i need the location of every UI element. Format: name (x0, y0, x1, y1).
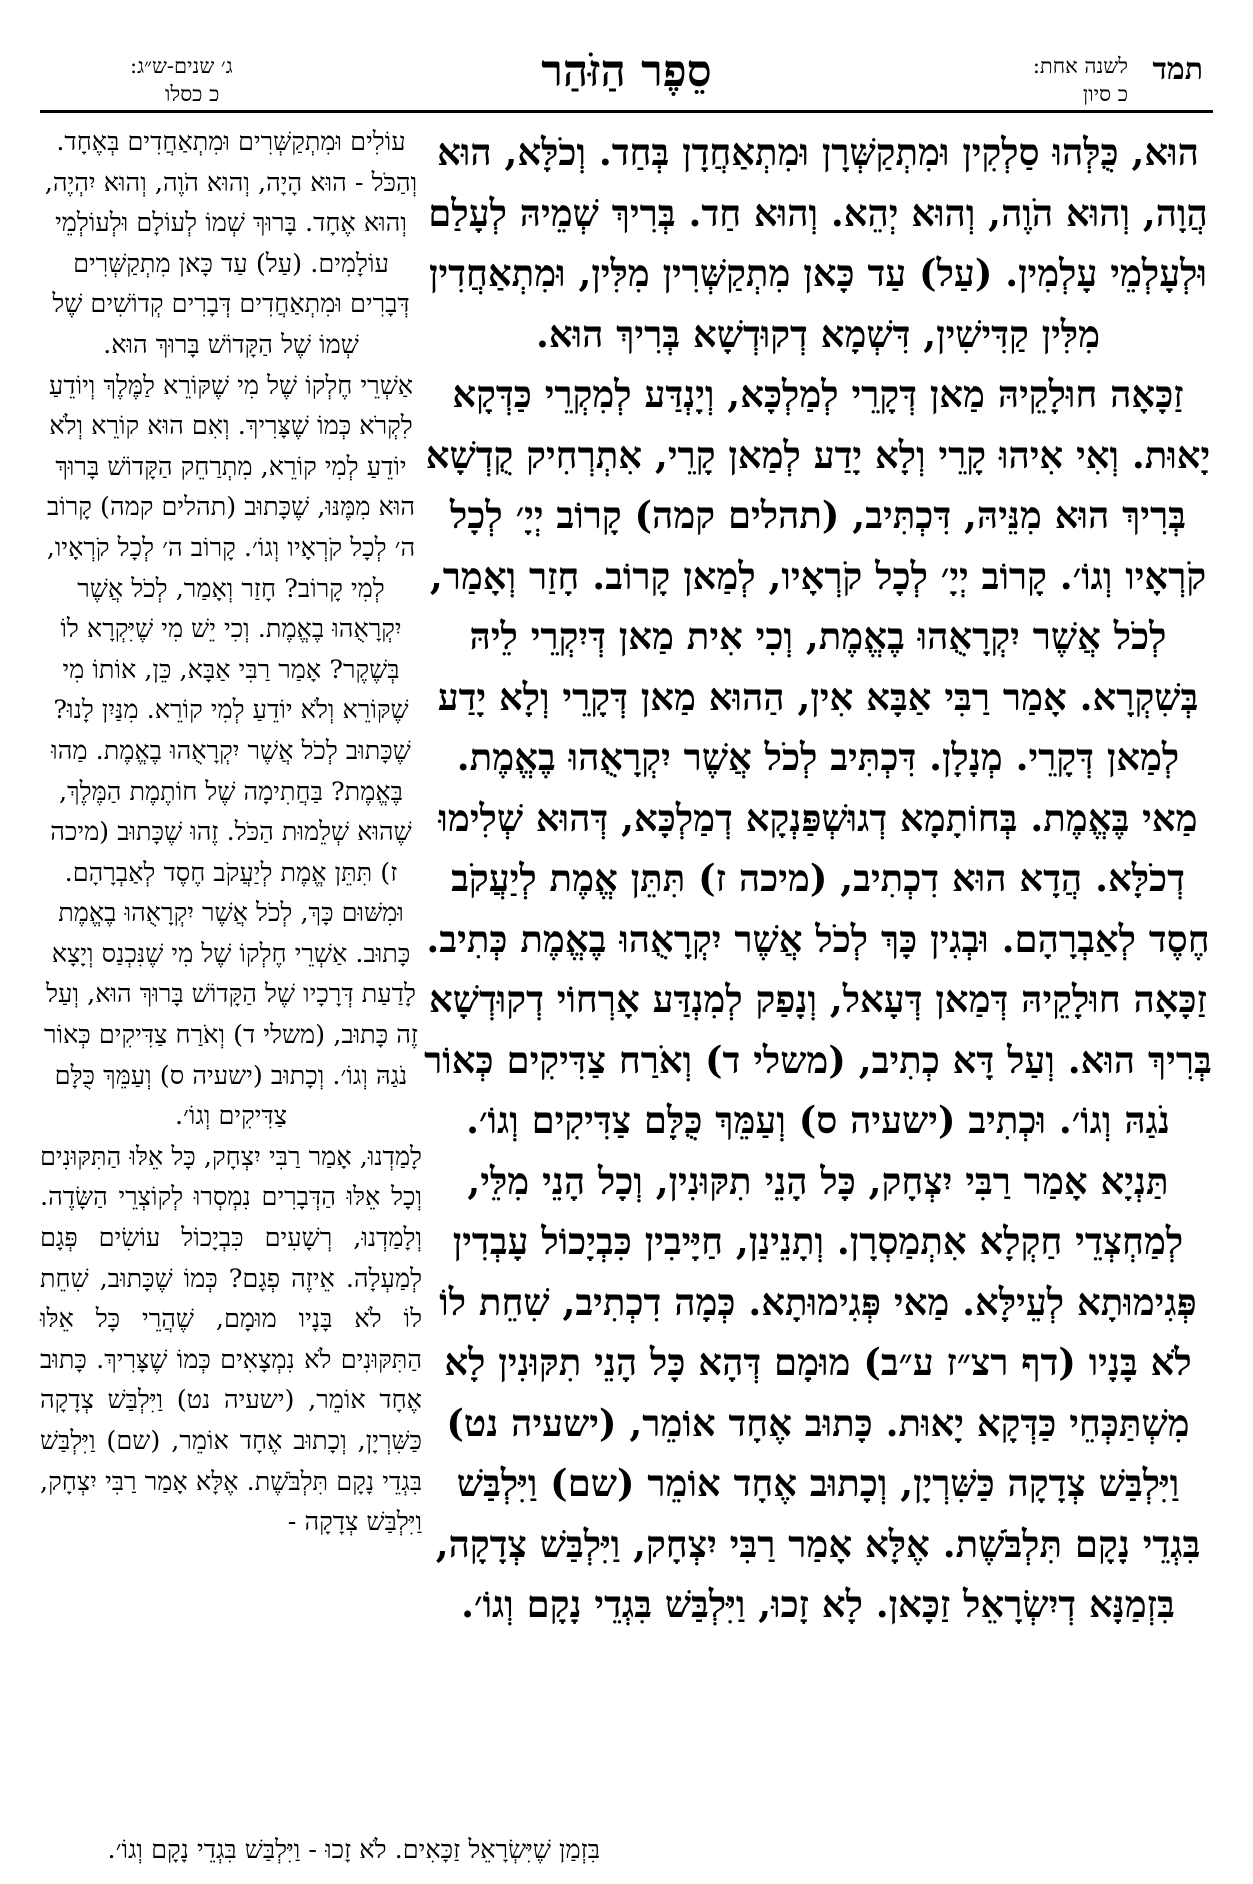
page-title: סֵפֶר הַזֹּהַר (541, 46, 712, 97)
schedule-one-year-date: כ סיון (1082, 82, 1128, 106)
schedule-three-years-date: כ כסלו (165, 82, 220, 106)
main-paragraph-3: תַּנְיָא אָמַר רַבִּי יִצְחָק, כָּל הָנֵי תִקּוּנִין, וְכָל הָנֵי מִלֵּי, לְמַחְצְדֵי חַקְלָא אִתְמַסְרָן. וְתָנֵינַן, חַיָּיבִין כִּבְיָכוֹל עָבְדִין פְּגִימוּתָא לְעֵילָּא. מַאי פְּגִימוּתָא. כְּמָה דִכְתִיב, שִׁחֵת לוֹ לֹא בָּנָיו (דף רצ״ז ע״ב) מוּמָם דְּהָא כָּל הָנֵי תִקּוּנִין לָא מִשְׁתַּכְּחֵי כַּדְּקָא יָאוּת. כָּתוּב אֶחָד אוֹמֵר, (ישעיה נט) וַיִּלְבַּשׁ צְדָקָה כַּשִּׁרְיָן, וְכָתוּב אֶחָד אוֹמֵר (שם) וַיִּלְבַּשׁ בִּגְדֵי נָקָם תִּלְבֹּשֶׁת. אֶלָּא אָמַר רַבִּי יִצְחָק, וַיִּלְבַּשׁ צְדָקָה, בִּזְמַנָּא דְיִשְׂרָאֵל זַכָּאן. לָא זָכוּ, וַיִּלְבַּשׁ בִּגְדֵי נָקָם וְגוֹ׳. (435, 1158, 1201, 1626)
hebrew-translation-column (40, 122, 422, 1543)
page-number: תמד (1152, 52, 1203, 87)
side-paragraph-1: עוֹלִים וּמִתְקַשְּׁרִים וּמִתְאַחֲדִים בְּאֶחָד. וְהַכֹּל - הוּא הָיָה, וְהוּא הֹוֶה, וְהוּא יִהְיֶה, וְהוּא אֶחָד. בָּרוּךְ שְׁמוֹ לְעוֹלָם וּלְעוֹלְמֵי עוֹלָמִים. (עַל) עַד כָּאן מִתְקַשְּׁרִים דְּבָרִים וּמִתְאַחֲדִים דְּבָרִים קְדוֹשִׁים שֶׁל שְׁמוֹ שֶׁל הַקָּדוֹשׁ בָּרוּךְ הוּא. (44, 127, 418, 360)
translation-continuation: בִּזְמַן שֶׁיִּשְׂרָאֵל זַכָּאִים. לֹא זָכוּ - וַיִּלְבַּשׁ בִּגְדֵי נָקָם וְגוֹ׳. (107, 1835, 600, 1865)
main-paragraph-2: זַכָּאָה חוּלָקֵיהּ מַאן דְּקָרֵי לְמַלְכָּא, וְיָנְדַּע לְמִקְרֵי כַּדְּקָא יָאוּת. וְאִי אִיהוּ קָרֵי וְלָא יָדַע לְמַאן קָרֵי, אִתְרְחִיק קֻדְשָׁא בְּרִיךְ הוּא מִנֵּיהּ, דִּכְתִּיב, (תהלים קמה) קָרוֹב יְיָ׳ לְכָל קֹרְאָיו וְגוֹ׳. קָרוֹב יְיָ׳ לְכָל קֹרְאָיו, לְמַאן קָרוֹב. חָזַר וְאָמַר, לְכֹל אֲשֶׁר יִקְרָאֻהוּ בֶאֱמֶת, וְכִי אִית מַאן דְּיִקְרֵי לֵיהּ בְּשִׁקְרָא. אָמַר רַבִּי אַבָּא אִין, הַהוּא מַאן דְּקָרֵי וְלָא יָדַע לְמַאן דְּקָרֵי. מְנָלָן. דִּכְתִּיב לְכֹל אֲשֶׁר יִקְרָאֻהוּ בֶאֱמֶת. מַאי בֶּאֱמֶת. בְּחוֹתָמָא דְגוּשְׁפַּנְקָא דְמַלְכָּא, דְּהוּא שְׁלִימוּ דְכֹלָּא. הֲדָא הוּא דִכְתִיב, (מיכה ז) תִּתֵּן אֱמֶת לְיַעֲקֹב חֶסֶד לְאַבְרָהָם. וּבְגִין כָּךְ לְכֹל אֲשֶׁר יִקְרָאֻהוּ בֶאֱמֶת כְּתִיב. זַכָּאָה חוּלָקֵיהּ דְּמַאן דְּעָאל, וְנָפַק לְמִנְדַּע אָרְחוֹי דְקוּדְשָׁא בְּרִיךְ הוּא. וְעַל דָּא כְתִיב, (משלי ד) וְאֹרַח צַדִּיקִים כְּאוֹר נֹגַהּ וְגוֹ׳. וּכְתִיב (ישעיה ס) וְעַמֵּךְ כֻּלָּם צַדִּיקִים וְגוֹ׳. (424, 372, 1212, 1142)
aramaic-main-column (423, 122, 1213, 1635)
side-paragraph-2: אַשְׁרֵי חֶלְקוֹ שֶׁל מִי שֶׁקּוֹרֵא לַמֶּלֶךְ וְיוֹדֵעַ לִקְרֹא כְּמוֹ שֶׁצָּרִיךְ. וְאִם הוּא קוֹרֵא וְלֹא יוֹדֵעַ לְמִי קוֹרֵא, מִתְרַחֵק הַקָּדוֹשׁ בָּרוּךְ הוּא מִמֶּנּוּ, שֶׁכָּתוּב (תהלים קמה) קָרוֹב ה׳ לְכָל קֹרְאָיו וְגוֹ׳. קָרוֹב ה׳ לְכָל קֹרְאָיו, לְמִי קָרוֹב? חָזַר וְאָמַר, לְכֹל אֲשֶׁר יִקְרָאֻהוּ בֶאֱמֶת. וְכִי יֵשׁ מִי שֶׁיִּקְרָא לוֹ בְּשֶׁקֶר? אָמַר רַבִּי אַבָּא, כֵּן, אוֹתוֹ מִי שֶׁקּוֹרֵא וְלֹא יוֹדֵעַ לְמִי קוֹרֵא. מִנַּיִן לָנוּ? שֶׁכָּתוּב לְכֹל אֲשֶׁר יִקְרָאֻהוּ בֶאֱמֶת. מַהוּ בֶּאֱמֶת? בַּחֲתִימָה שֶׁל חוֹתֶמֶת הַמֶּלֶךְ, שֶׁהוּא שְׁלֵמוּת הַכֹּל. זֶהוּ שֶׁכָּתוּב (מיכה ז) תִּתֵּן אֱמֶת לְיַעֲקֹב חֶסֶד לְאַבְרָהָם. וּמִשּׁוּם כָּךְ, לְכֹל אֲשֶׁר יִקְרָאֻהוּ בֶאֱמֶת כָּתוּב. אַשְׁרֵי חֶלְקוֹ שֶׁל מִי שֶׁנִּכְנַס וְיָצָא לָדַעַת דְּרָכָיו שֶׁל הַקָּדוֹשׁ בָּרוּךְ הוּא, וְעַל זֶה כָּתוּב, (משלי ד) וְאֹרַח צַדִּיקִים כְּאוֹר נֹגַהּ וְגוֹ׳. וְכָתוּב (ישעיה ס) וְעַמֵּךְ כֻּלָּם צַדִּיקִים וְגוֹ׳. (43, 370, 419, 1132)
header-rule-side (40, 110, 425, 113)
header-rule-main (423, 110, 1213, 113)
main-paragraph-1: הוּא, כֻּלְּהוּ סַלְקִין וּמִתְקַשְּׁרָן וּמִתְאַחֲדָן בְּחַד. וְכֹלָּא, הוּא הֲוָה, וְהוּא הֹוֶה, וְהוּא יְהֵא. וְהוּא חַד. בְּרִיךְ שְׁמֵיהּ לְעָלַם וּלְעָלְמֵי עָלְמִין. (עַל) עַד כָּאן מִתְקַשְּׁרִין מִלִּין, וּמִתְאַחֲדִין מִלִּין קַדִּישִׁין, דִּשְׁמָא דְקוּדְשָׁא בְּרִיךְ הוּא. (428, 130, 1208, 356)
schedule-three-years: ג׳ שנים-ש״ג: (130, 54, 233, 78)
schedule-one-year: לשנה אחת: (1032, 54, 1128, 78)
side-paragraph-3: לָמַדְנוּ, אָמַר רַבִּי יִצְחָק, כָּל אֵלּוּ הַתִּקּוּנִים וְכָל אֵלּוּ הַדְּבָרִים נִמְסְרוּ לְקוֹצְרֵי הַשָּׂדֶה. וְלָמַדְנוּ, רְשָׁעִים כִּבְיָכוֹל עוֹשִׂים פְּגָם לְמַעְלָה. אֵיזֶה פְגָם? כְּמוֹ שֶׁכָּתוּב, שִׁחֵת לוֹ לֹא בָּנָיו מוּמָם, שֶׁהֲרֵי כָּל אֵלּוּ הַתִּקּוּנִים לֹא נִמְצָאִים כְּמוֹ שֶׁצָּרִיךְ. כָּתוּב אֶחָד אוֹמֵר, (ישעיה נט) וַיִּלְבַּשׁ צְדָקָה כַּשִּׁרְיָן, וְכָתוּב אֶחָד אוֹמֵר, (שם) וַיִּלְבַּשׁ בִּגְדֵי נָקָם תִּלְבֹּשֶׁת. אֶלָּא אָמַר רַבִּי יִצְחָק, וַיִּלְבַּשׁ צְדָקָה - (40, 1141, 422, 1538)
